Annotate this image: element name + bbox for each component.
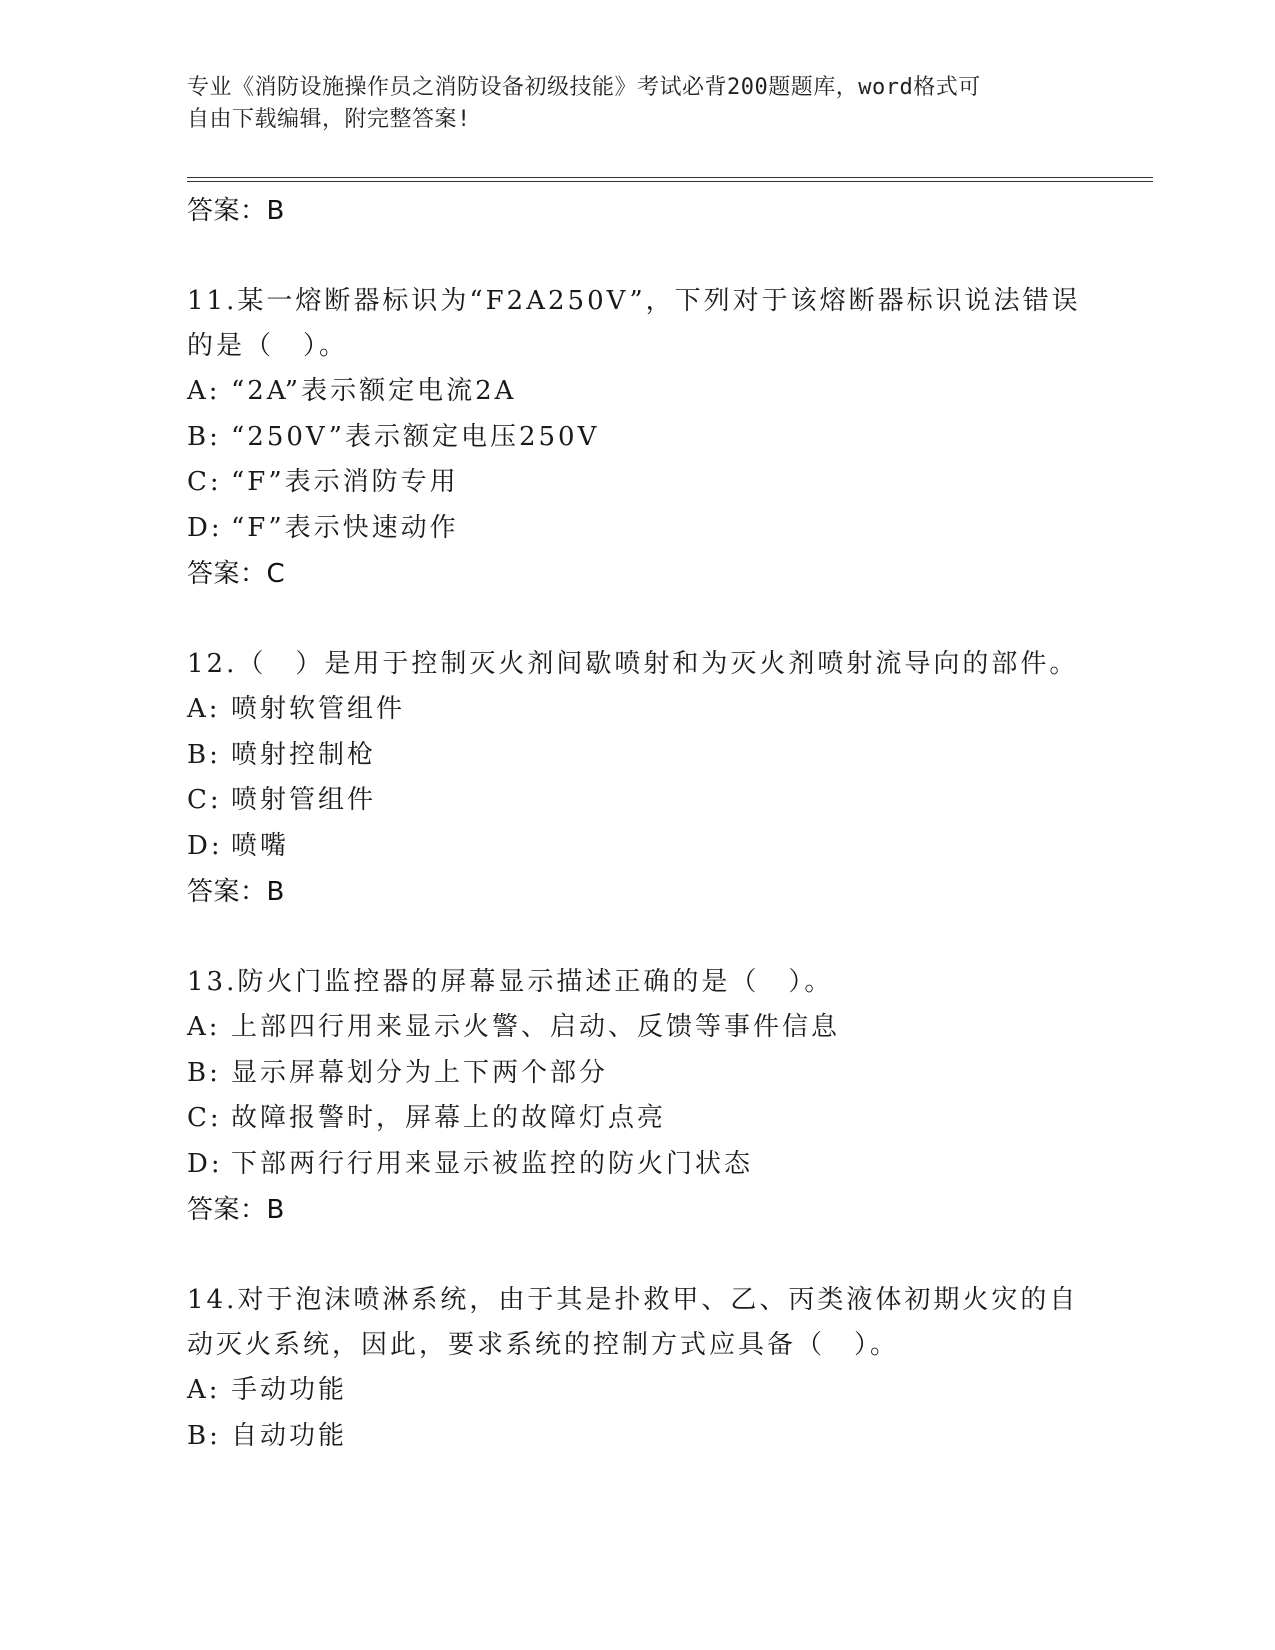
option-text: 显示屏幕划分为上下两个部分 <box>231 1057 609 1088</box>
option-letter: A: <box>187 1012 221 1042</box>
spacer <box>187 597 1087 642</box>
option-b <box>187 1414 1087 1460</box>
question-stem-line: 的是（ ）。 <box>187 331 349 361</box>
option-letter: D: <box>187 512 223 543</box>
option-d <box>187 1142 1087 1188</box>
header-line-2: 自由下载编辑，附完整答案! <box>187 107 471 132</box>
question-stem-line: 13.防火门监控器的屏幕显示描述正确的是（ ）。 <box>187 967 834 997</box>
option-text: 故障报警时，屏幕上的故障灯点亮 <box>231 1103 667 1133</box>
question-stem-line: 12.（ ）是用于控制灭火剂间歇喷射和为灭火剂喷射流导向的部件。 <box>187 649 1079 679</box>
question-stem-line: 14.对于泡沫喷淋系统，由于其是扑救甲、乙、丙类液体初期火灾的自 <box>187 1285 1079 1315</box>
question-stem-line: 11.某一熔断器标识为“F2A250V”，下列对于该熔断器标识说法错误 <box>187 286 1081 316</box>
option-letter: B: <box>187 421 221 452</box>
option-text: “2A”表示额定电流2A <box>231 376 517 406</box>
option-letter: A: <box>187 694 221 724</box>
page-header <box>187 72 1067 136</box>
option-text: “F”表示消防专用 <box>231 467 459 497</box>
option-letter: D: <box>187 830 223 861</box>
option-letter: B: <box>187 1420 221 1451</box>
option-letter: C: <box>187 1103 222 1133</box>
option-a <box>187 369 1087 415</box>
spacer <box>187 915 1087 960</box>
option-text: 下部两行行用来显示被监控的防火门状态 <box>231 1148 754 1179</box>
option-letter: A: <box>187 376 221 406</box>
option-letter: C: <box>187 785 222 815</box>
question-block-11 <box>187 279 1087 597</box>
option-letter: B: <box>187 1057 221 1088</box>
option-letter: D: <box>187 1148 223 1179</box>
option-text: 自动功能 <box>231 1420 348 1451</box>
answer-line: 答案：B <box>187 877 285 907</box>
option-b <box>187 1051 1087 1097</box>
option-text: 上部四行用来显示火警、启动、反馈等事件信息 <box>231 1012 841 1042</box>
answer-line: 答案：C <box>187 559 286 589</box>
option-b <box>187 733 1087 779</box>
option-text: 喷射软管组件 <box>231 694 406 724</box>
option-c <box>187 1096 1087 1142</box>
option-text: 喷嘴 <box>231 830 290 861</box>
option-c <box>187 460 1087 506</box>
question-block-12 <box>187 642 1087 915</box>
option-letter: C: <box>187 467 222 497</box>
option-a <box>187 1368 1087 1414</box>
spacer <box>187 1233 1087 1278</box>
option-text: “250V”表示额定电压250V <box>231 421 600 452</box>
answer-line: 答案：B <box>187 196 285 226</box>
option-text: “F”表示快速动作 <box>231 512 459 543</box>
option-d <box>187 824 1087 870</box>
question-stem-line: 动灭火系统，因此，要求系统的控制方式应具备（ ）。 <box>187 1330 900 1360</box>
option-letter: A: <box>187 1375 221 1405</box>
answer-line: 答案：B <box>187 1195 285 1225</box>
option-a <box>187 1005 1087 1051</box>
option-c <box>187 778 1087 824</box>
option-a <box>187 687 1087 733</box>
header-line-1: 专业《消防设施操作员之消防设备初级技能》考试必背200题题库，word格式可 <box>187 75 981 100</box>
header-double-rule <box>187 177 1153 182</box>
option-text: 喷射控制枪 <box>231 739 377 770</box>
question-block-13 <box>187 960 1087 1233</box>
option-letter: B: <box>187 739 221 770</box>
option-b <box>187 415 1087 461</box>
option-d <box>187 506 1087 552</box>
question-block-14 <box>187 1278 1087 1459</box>
spacer <box>187 234 1087 279</box>
option-text: 喷射管组件 <box>231 785 377 815</box>
document-body <box>187 188 1087 1459</box>
option-text: 手动功能 <box>231 1375 348 1405</box>
